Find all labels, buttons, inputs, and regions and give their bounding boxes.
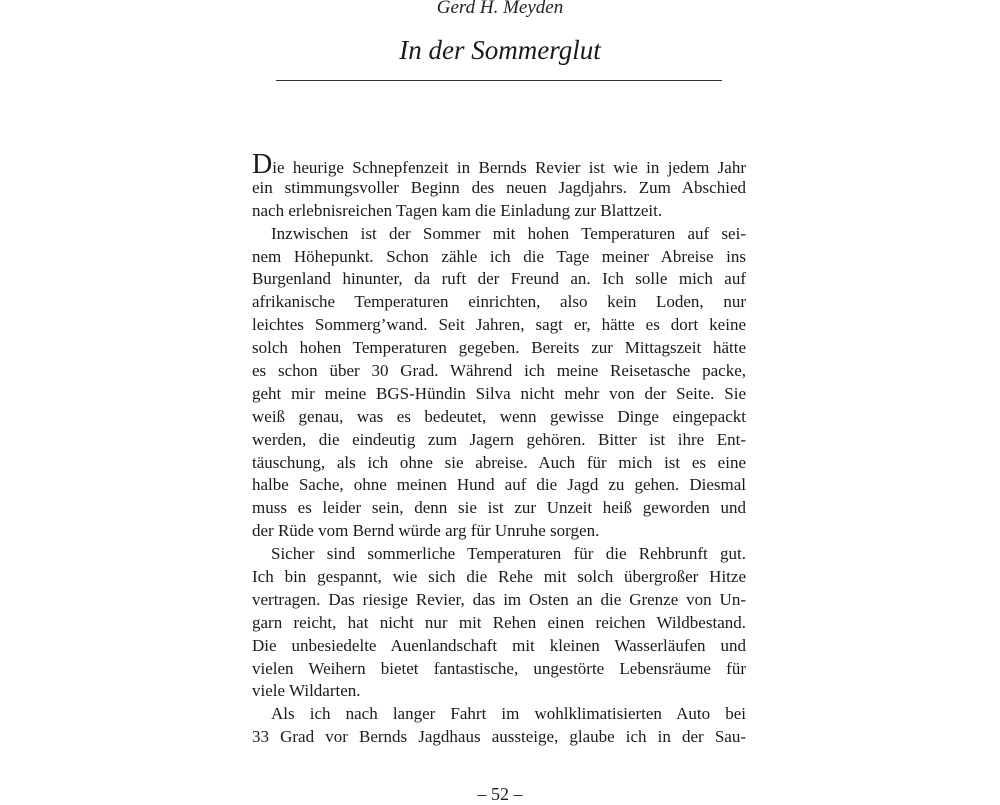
text-line: werden, die eindeutig zum Jagern gehören. Bitter ist ihre Ent- bbox=[252, 429, 746, 449]
text-line: der Rüde vom Bernd würde arg für Unruhe sorgen. bbox=[252, 521, 600, 541]
text-line: 33 Grad vor Bernds Jagdhaus aussteige, glaube ich in der Sau- bbox=[252, 727, 746, 747]
text-line: ein stimmungsvoller Beginn des neuen Jagdjahrs. Zum Abschied bbox=[252, 177, 746, 197]
text-line: halbe Sache, ohne meinen Hund auf die Jagd zu gehen. Diesmal bbox=[252, 475, 746, 495]
text-line: muss es leider sein, denn sie ist zur Unzeit heiß geworden und bbox=[252, 498, 746, 518]
title-divider bbox=[276, 80, 722, 81]
text-line: Burgenland hinunter, da ruft der Freund an. Ich solle mich auf bbox=[252, 269, 746, 289]
drop-cap: D bbox=[252, 149, 273, 180]
body-text bbox=[252, 149, 746, 749]
text-line: Inzwischen ist der Sommer mit hohen Temperaturen auf sei- bbox=[271, 223, 746, 243]
page-number: – 52 – bbox=[477, 784, 523, 804]
text-line: Sicher sind sommerliche Temperaturen für die Rehbrunft gut. bbox=[271, 544, 746, 564]
text-line: es schon über 30 Grad. Während ich meine Reisetasche packe, bbox=[252, 361, 746, 381]
text-line: geht mir meine BGS-Hündin Silva nicht mehr von der Seite. Sie bbox=[252, 383, 746, 403]
text-line: garn reicht, hat nicht nur mit Rehen einen reichen Wildbestand. bbox=[252, 612, 746, 632]
text-line: viele Wildarten. bbox=[252, 681, 361, 701]
author-name: Gerd H. Meyden bbox=[436, 0, 564, 18]
text-line: vielen Weihern bietet fantastische, ungestörte Lebensräume für bbox=[252, 658, 746, 678]
chapter-title: In der Sommerglut bbox=[399, 35, 601, 65]
text-line: solch hohen Temperaturen gegeben. Bereits zur Mittagszeit hätte bbox=[252, 338, 746, 358]
text-line: vertragen. Das riesige Revier, das im Osten an die Grenze von Un- bbox=[252, 589, 746, 609]
text-line: nach erlebnisreichen Tagen kam die Einladung zur Blattzeit. bbox=[252, 200, 663, 220]
text-line: afrikanische Temperaturen einrichten, also kein Loden, nur bbox=[252, 292, 746, 312]
text-line: nem Höhepunkt. Schon zähle ich die Tage meiner Abreise ins bbox=[252, 246, 746, 266]
text-line: Die unbesiedelte Auenlandschaft mit kleinen Wasserläufen und bbox=[252, 635, 746, 655]
text-line bbox=[252, 149, 746, 180]
text-line-content: ie heurige Schnepfenzeit in Bernds Revier ist wie in jedem Jahr bbox=[272, 158, 746, 177]
text-line: Ich bin gespannt, wie sich die Rehe mit solch übergroßer Hitze bbox=[252, 567, 746, 587]
text-line: täuschung, als ich ohne sie abreise. Auch für mich ist es eine bbox=[252, 452, 746, 472]
text-line: weiß genau, was es bedeutet, wenn gewisse Dinge eingepackt bbox=[252, 406, 746, 426]
text-line: Als ich nach langer Fahrt im wohlklimatisierten Auto bei bbox=[271, 704, 746, 724]
text-line: leichtes Sommerg’wand. Seit Jahren, sagt er, hätte es dort keine bbox=[252, 315, 746, 335]
